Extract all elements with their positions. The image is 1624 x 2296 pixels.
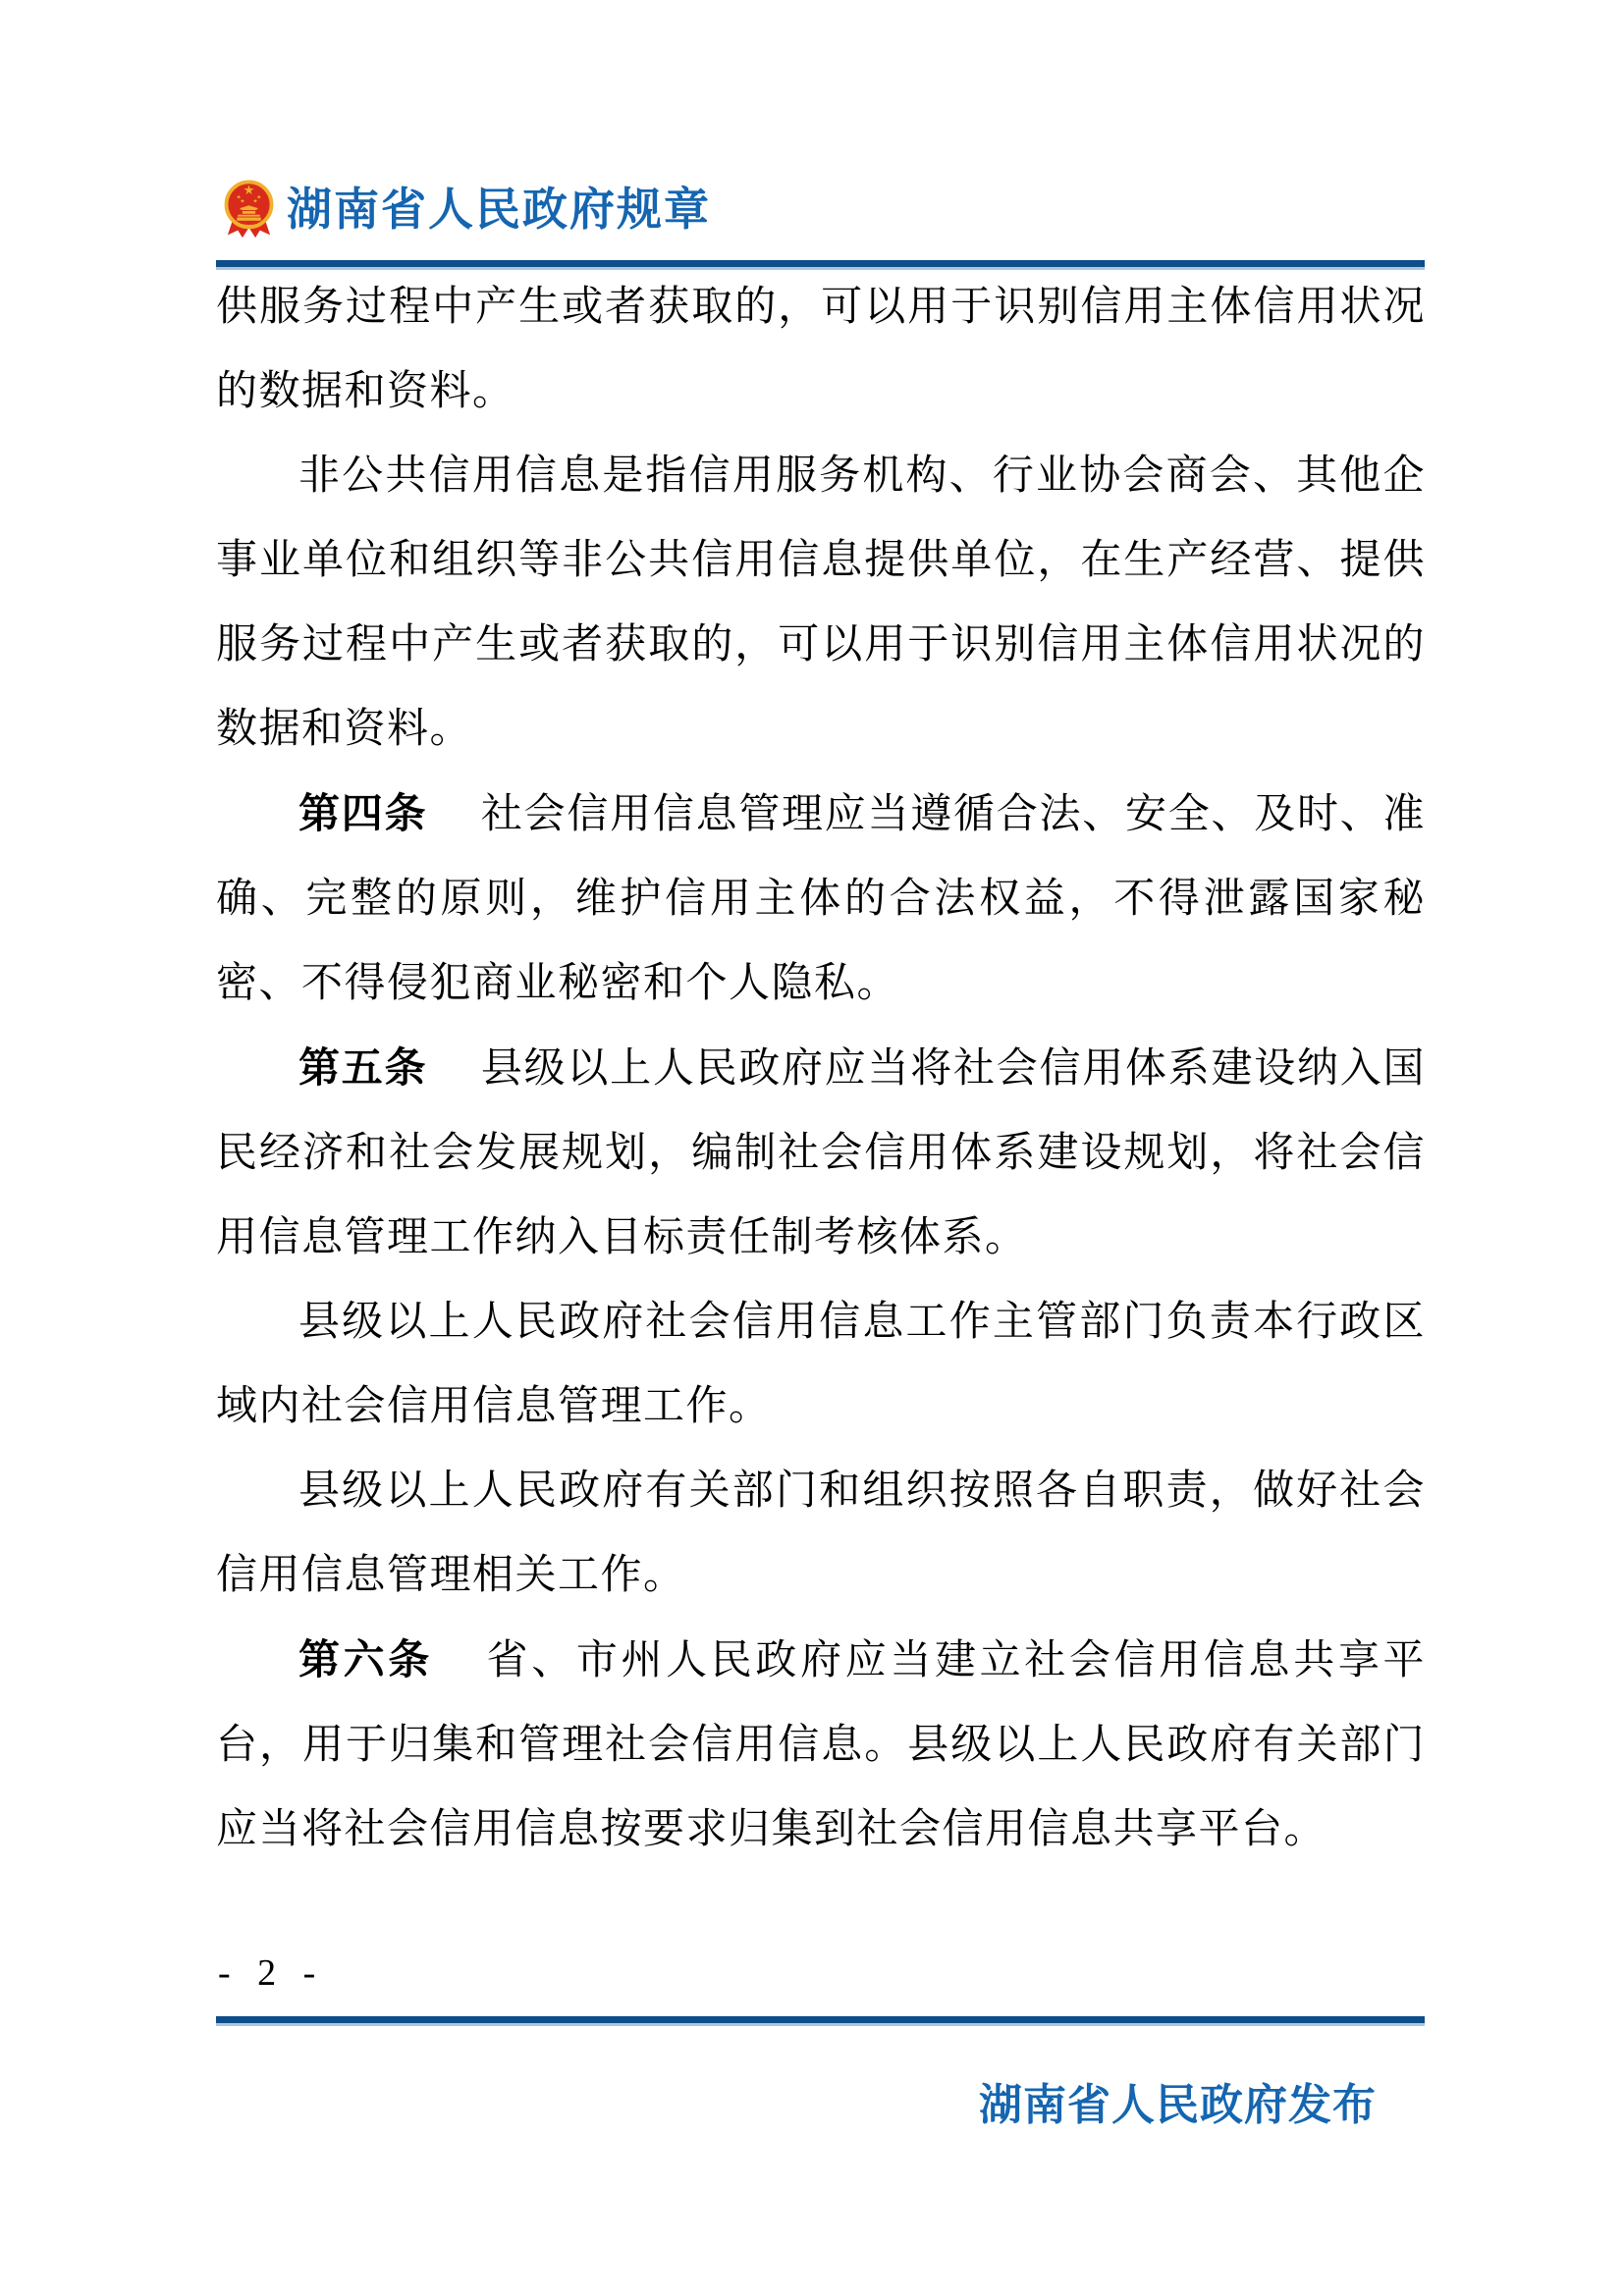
svg-text:★: ★ [243,184,255,199]
footer-divider [216,2016,1425,2026]
publisher-label: 湖南省人民政府发布 [979,2081,1377,2129]
body-paragraph: 供服务过程中产生或者获取的，可以用于识别信用主体信用状况的数据和资料。 [216,285,1426,414]
svg-text:★: ★ [240,198,245,205]
body-paragraph: 第五条 县级以上人民政府应当将社会信用体系建设纳入国民经济和社会发展规划，编制社会信用体系建设规划，将社会信用信息管理工作纳入目标责任制考核体系。 [216,1044,1426,1260]
article-number: 第五条 [298,1044,428,1091]
body-paragraph: 县级以上人民政府社会信用信息工作主管部门负责本行政区域内社会信用信息管理工作。 [216,1300,1426,1429]
body-paragraph: 第四条 社会信用信息管理应当遵循合法、安全、及时、准确、完整的原则，维护信用主体的合法权益，不得泄露国家秘密、不得侵犯商业秘密和个人隐私。 [216,790,1426,1006]
header-title: 湖南省人民政府规章 [287,185,711,235]
body-paragraph: 非公共信用信息是指信用服务机构、行业协会商会、其他企事业单位和组织等非公共信用信息提供单位，在生产经营、提供服务过程中产生或者获取的，可以用于识别信用主体信用状况的数据和资料。 [216,454,1426,752]
article-number: 第四条 [298,790,428,836]
page-number: - 2 - [218,1952,325,1994]
page-header [221,181,711,240]
body-paragraph: 县级以上人民政府有关部门和组织按照各自职责，做好社会信用信息管理相关工作。 [216,1468,1426,1598]
svg-text:★: ★ [236,194,242,201]
svg-text:★: ★ [256,194,262,201]
article-number: 第六条 [298,1636,433,1682]
document-body [216,265,1426,1872]
svg-text:★: ★ [252,198,258,205]
body-paragraph: 第六条 省、市州人民政府应当建立社会信用信息共享平台，用于归集和管理社会信用信息。县级以上人民政府有关部门应当将社会信用信息按要求归集到社会信用信息共享平台。 [216,1636,1426,1852]
national-emblem-icon [221,180,277,240]
